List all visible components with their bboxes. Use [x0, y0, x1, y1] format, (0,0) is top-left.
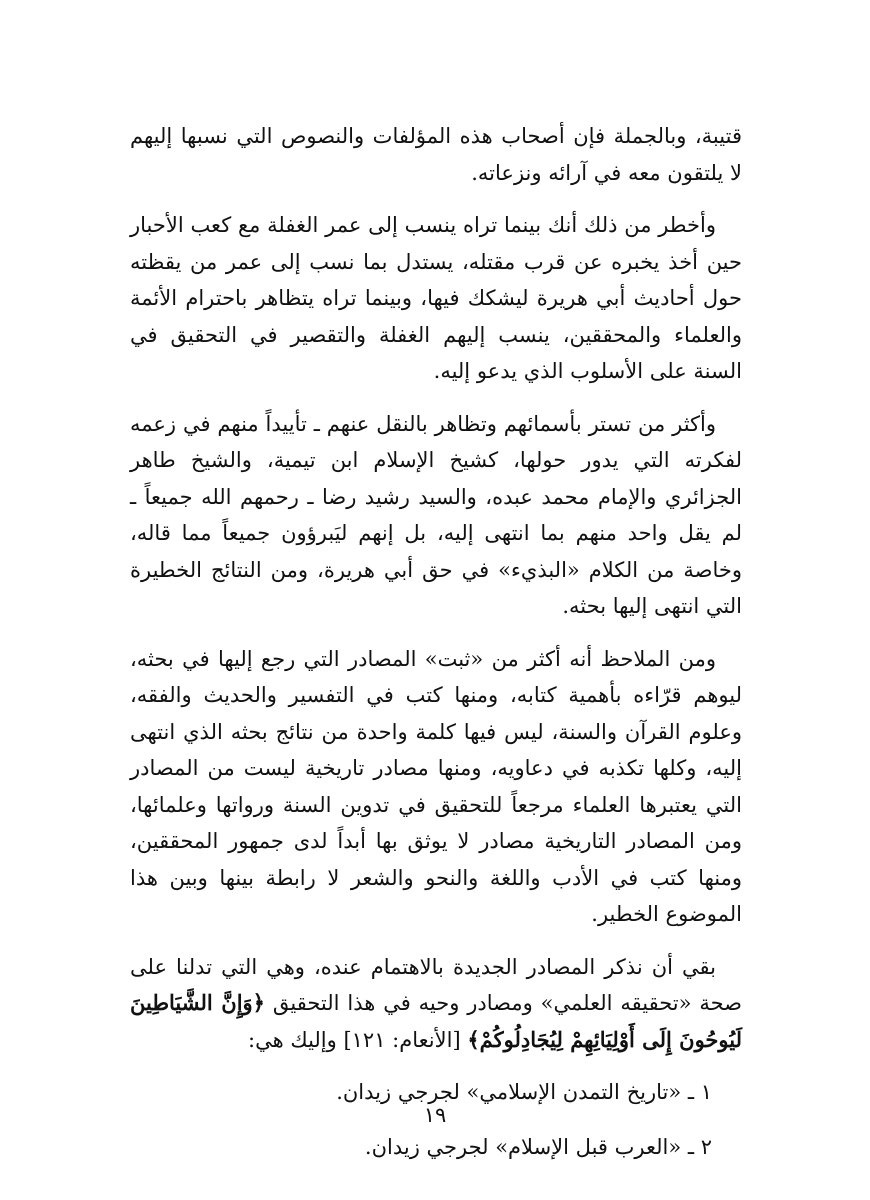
- list-item-2: [130, 1129, 742, 1166]
- page-body: [130, 118, 742, 1183]
- quran-verse: ﴿وَإِنَّ الشَّيَاطِينَ لَيُوحُونَ إِلَى أَوْلِيَائِهِمْ لِيُجَادِلُوكُمْ﴾: [130, 990, 742, 1052]
- list-item-text: «تاريخ التمدن الإسلامي» لجرجي زيدان.: [336, 1080, 682, 1104]
- paragraph-1: قتيبة، وبالجملة فإن أصحاب هذه المؤلفات والنصوص التي نسبها إليهم لا يلتقون معه في آرائه ونزعاته.: [130, 124, 742, 185]
- verse-citation: [الأنعام: ١٢١] وإليك هي:: [248, 1027, 468, 1052]
- page-number: ١٩: [423, 1103, 447, 1127]
- paragraph-2: وأخطر من ذلك أنك بينما تراه ينسب إلى عمر الغفلة مع كعب الأحبار حين أخذ يخبره عن قرب مقتله، يستدل بما نسب إلى عمر من يقظته حول أحاديث أبي هريرة ليشكك فيها، وبينما تراه يتظاهر باحترام الأئمة والعلماء والمحققين، ينسب إليهم الغفلة والتقصير في التحقيق في السنة على الأسلوب الذي يدعو إليه.: [130, 213, 742, 383]
- paragraph-5-text: بقي أن نذكر المصادر الجديدة بالاهتمام عنده، وهي التي تدلنا على صحة «تحقيقه العلمي» ومصادر وحيه في هذا التحقيق: [130, 954, 742, 1015]
- list-item-text: «العرب قبل الإسلام» لجرجي زيدان.: [364, 1134, 682, 1159]
- paragraph-4: ومن الملاحظ أنه أكثر من «ثبت» المصادر التي رجع إليها في بحثه، ليوهم قرّاءه بأهمية كتابه، ومنها كتب في التفسير والحديث والفقه، وعلوم القرآن والسنة، ليس فيها كلمة واحدة من نتائج بحثه الذي انتهى إليه، وكلها تكذبه في دعاويه، ومنها مصادر تاريخية ليست من المصادر التي يعتبرها العلماء مرجعاً للتحقيق في تدوين السنة ورواتها وعلمائها، ومن المصادر التاريخية مصادر لا يوثق بها أبداً لدى جمهور المحققين، ومنها كتب في الأدب واللغة والنحو والشعر لا رابطة بينها وبين هذا الموضوع الخطير.: [130, 646, 742, 926]
- paragraph-5: [130, 949, 742, 1059]
- list-item-number: ٢ ـ: [687, 1134, 712, 1159]
- list-item-number: ١ ـ: [687, 1080, 712, 1104]
- paragraph-3: وأكثر من تستر بأسمائهم وتظاهر بالنقل عنهم ـ تأييداً منهم في زعمه لفكرته التي يدور حولها، كشيخ الإسلام ابن تيمية، والشيخ طاهر الجزائري والإمام محمد عبده، والسيد رشيد رضا ـ رحمهم الله جميعاً ـ لم يقل واحد منهم بما انتهى إليه، بل إنهم ليَبرؤون جميعاً مما قاله، وخاصة من الكلام «البذيء» في حق أبي هريرة، ومن النتائج الخطيرة التي انتهى إليها بحثه.: [130, 411, 742, 618]
